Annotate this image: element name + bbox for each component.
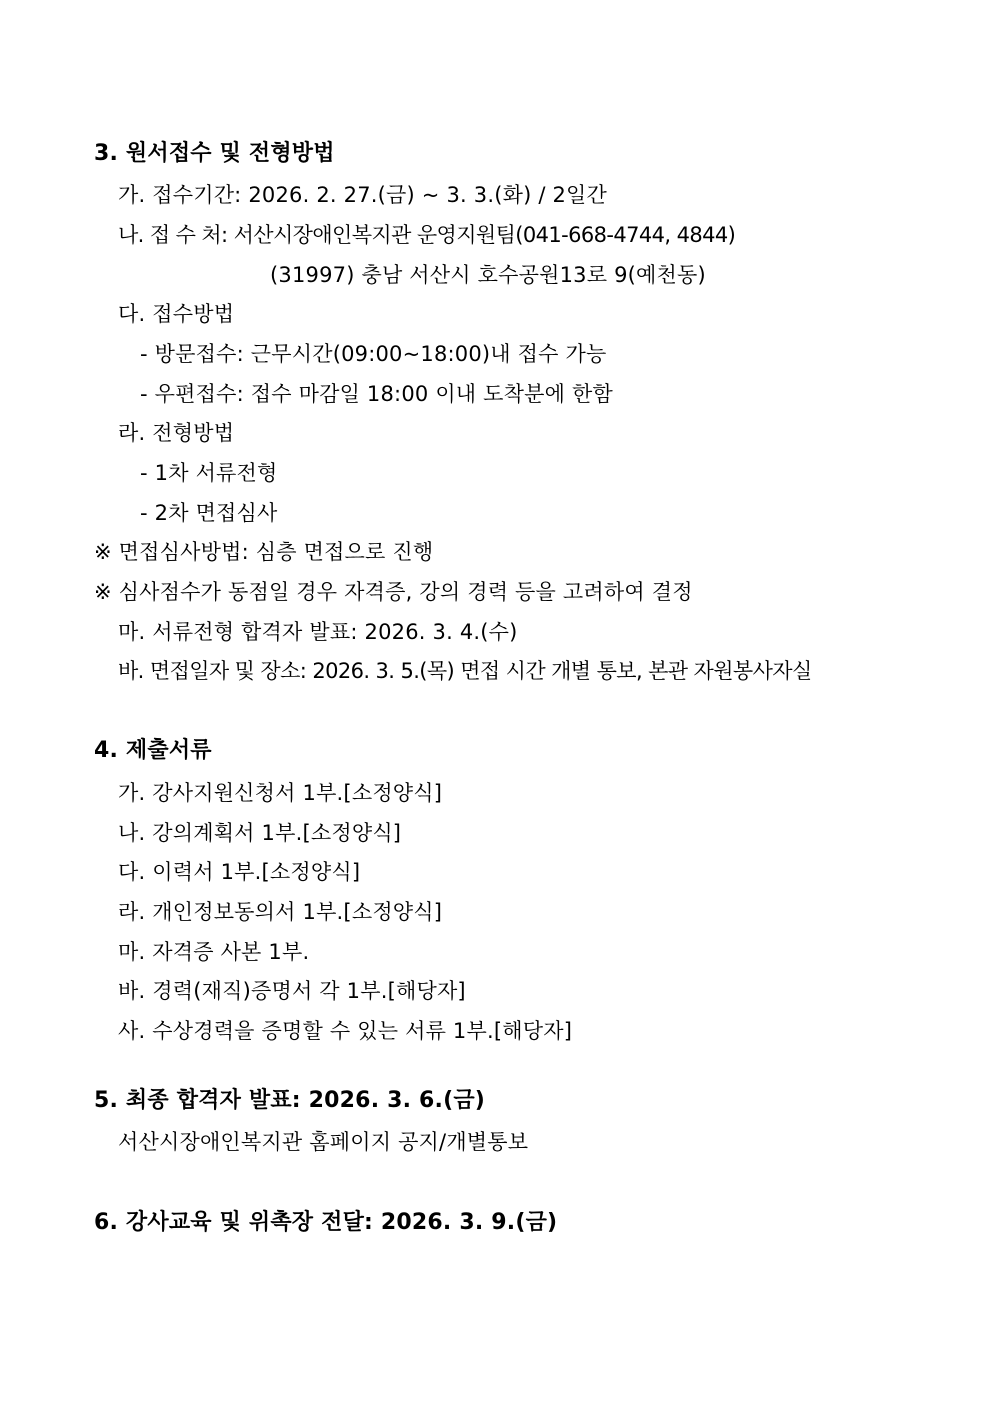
- interview-date-place: 바. 면접일자 및 장소: 2026. 3. 5.(목) 면접 시간 개별 통보, 본관 자원봉사자실: [118, 659, 812, 683]
- list-item: 사. 수상경력을 증명할 수 있는 서류 1부.[해당자]: [118, 1019, 573, 1043]
- list-item: 라. 개인정보동의서 1부.[소정양식]: [118, 900, 443, 924]
- selection-method-title: 라. 전형방법: [118, 421, 235, 445]
- list-item: 마. 자격증 사본 1부.: [118, 940, 310, 964]
- document-result-date: 마. 서류전형 합격자 발표: 2026. 3. 4.(수): [118, 620, 518, 644]
- method-mail: - 우편접수: 접수 마감일 18:00 이내 도착분에 한함: [140, 382, 613, 406]
- list-item: 가. 강사지원신청서 1부.[소정양식]: [118, 781, 443, 805]
- list-item: 다. 이력서 1부.[소정양식]: [118, 860, 361, 884]
- section-3-title: 3. 원서접수 및 전형방법: [94, 141, 335, 166]
- list-item: 나. 강의계획서 1부.[소정양식]: [118, 821, 402, 845]
- section-4-title: 4. 제출서류: [94, 738, 212, 763]
- section-5-title: 5. 최종 합격자 발표: 2026. 3. 6.(금): [94, 1088, 486, 1113]
- method-visit: - 방문접수: 근무시간(09:00~18:00)내 접수 가능: [140, 342, 607, 366]
- note-tie-break: ※ 심사점수가 동점일 경우 자격증, 강의 경력 등을 고려하여 결정: [94, 580, 693, 604]
- selection-step-1: - 1차 서류전형: [140, 461, 278, 485]
- list-item: 바. 경력(재직)증명서 각 1부.[해당자]: [118, 979, 466, 1003]
- selection-step-2: - 2차 면접심사: [140, 501, 278, 525]
- note-interview-method: ※ 면접심사방법: 심층 면접으로 진행: [94, 540, 434, 564]
- final-result-detail: 서산시장애인복지관 홈페이지 공지/개별통보: [118, 1130, 529, 1154]
- application-place: 나. 접 수 처: 서산시장애인복지관 운영지원팀(041-668-4744, 4844): [118, 223, 736, 247]
- section-6-title: 6. 강사교육 및 위촉장 전달: 2026. 3. 9.(금): [94, 1210, 558, 1235]
- application-address: (31997) 충남 서산시 호수공원13로 9(예천동): [270, 263, 706, 287]
- application-method-title: 다. 접수방법: [118, 302, 235, 326]
- application-period: 가. 접수기간: 2026. 2. 27.(금) ~ 3. 3.(화) / 2일간: [118, 183, 608, 207]
